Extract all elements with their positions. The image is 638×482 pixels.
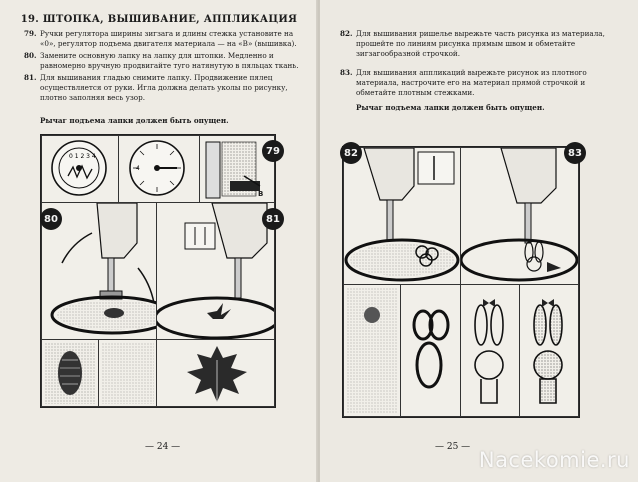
- applique-bunny-sample: [519, 284, 579, 417]
- figure-badge-79: 79: [262, 140, 284, 162]
- lever-note: Рычаг подъема лапки должен быть опущен.: [40, 116, 229, 125]
- figure-badge-83: 83: [564, 142, 586, 164]
- darned-patch-sample: [41, 339, 99, 407]
- item-number: 80.: [24, 51, 37, 60]
- richelieu-cutwork-sample: [400, 284, 461, 417]
- sample-drawing: [461, 285, 519, 416]
- stitch-length-dial: [41, 135, 119, 203]
- sample-drawing: [157, 340, 274, 406]
- fabric-sample: [98, 339, 157, 407]
- lever-label: B: [258, 190, 264, 198]
- sample-drawing: [42, 340, 98, 406]
- machine-drawing: [344, 148, 460, 284]
- richelieu-fabric-sample: [343, 284, 401, 417]
- section-heading: 19. ШТОПКА, ВЫШИВАНИЕ, АППЛИКАЦИЯ: [20, 14, 298, 25]
- sample-drawing: [344, 285, 400, 416]
- sample-drawing: [99, 340, 156, 406]
- richelieu-illustration: [343, 147, 461, 285]
- dial-drawing: [119, 136, 199, 202]
- figure-badge-82: 82: [340, 142, 362, 164]
- item-number: 79.: [24, 29, 37, 38]
- figure-panel: [40, 134, 276, 408]
- figure-badge-81: 81: [262, 208, 284, 230]
- sample-drawing: [401, 285, 460, 416]
- svg-text:0 1 2 3 4: 0 1 2 3 4: [69, 153, 96, 160]
- item-text: Для вышивания гладью снимите лапку. Продвижение пялец осуществляется от руки. Игла должна делать уколы по рисунку, плотно заполняя весь узор.: [40, 73, 288, 103]
- figure-badge-80: 80: [40, 208, 62, 230]
- right-page: [320, 0, 638, 482]
- embroidery-illustration: [156, 202, 275, 340]
- item-number: 82.: [340, 29, 353, 38]
- figure-panel: [342, 146, 580, 418]
- watermark: Nacekomie.ru: [478, 448, 630, 472]
- dial-drawing: [42, 136, 118, 202]
- zigzag-width-dial: [118, 135, 200, 203]
- item-text: Замените основную лапку на лапку для штопки. Медленно и равномерно вручную продвигайте туго натянутую в пяльцах ткань.: [40, 51, 299, 71]
- svg-text:4: 4: [136, 165, 140, 172]
- applique-illustration: [460, 147, 579, 285]
- machine-drawing: [157, 203, 274, 339]
- page-number: — 25 —: [435, 442, 471, 452]
- left-page: [0, 0, 318, 482]
- item-number: 81.: [24, 73, 37, 82]
- applique-outline-sample: [460, 284, 520, 417]
- item-text: Для вышивания ришелье вырежьте часть рисунка из материала, прошейте по линиям рисунка прямым швом и обметайте зигзагообразной строчкой.: [356, 29, 605, 59]
- sample-drawing: [520, 285, 578, 416]
- lever-note: Рычаг подъема лапки должен быть опущен.: [356, 103, 545, 112]
- item-number: 83.: [340, 68, 353, 77]
- item-text: Ручки регулятора ширины зигзага и длины стежка установите на «0», регулятор подъема двигателя материала — на «В» (вышивка).: [40, 29, 297, 49]
- page-number: — 24 —: [145, 442, 181, 452]
- leaf-embroidery-sample: [156, 339, 275, 407]
- item-text: Для вышивания аппликаций вырежьте рисунок из плотного материала, настрочите его на материал прямой строчкой и обметайте плотным стежками.: [356, 68, 587, 98]
- machine-drawing: [461, 148, 578, 284]
